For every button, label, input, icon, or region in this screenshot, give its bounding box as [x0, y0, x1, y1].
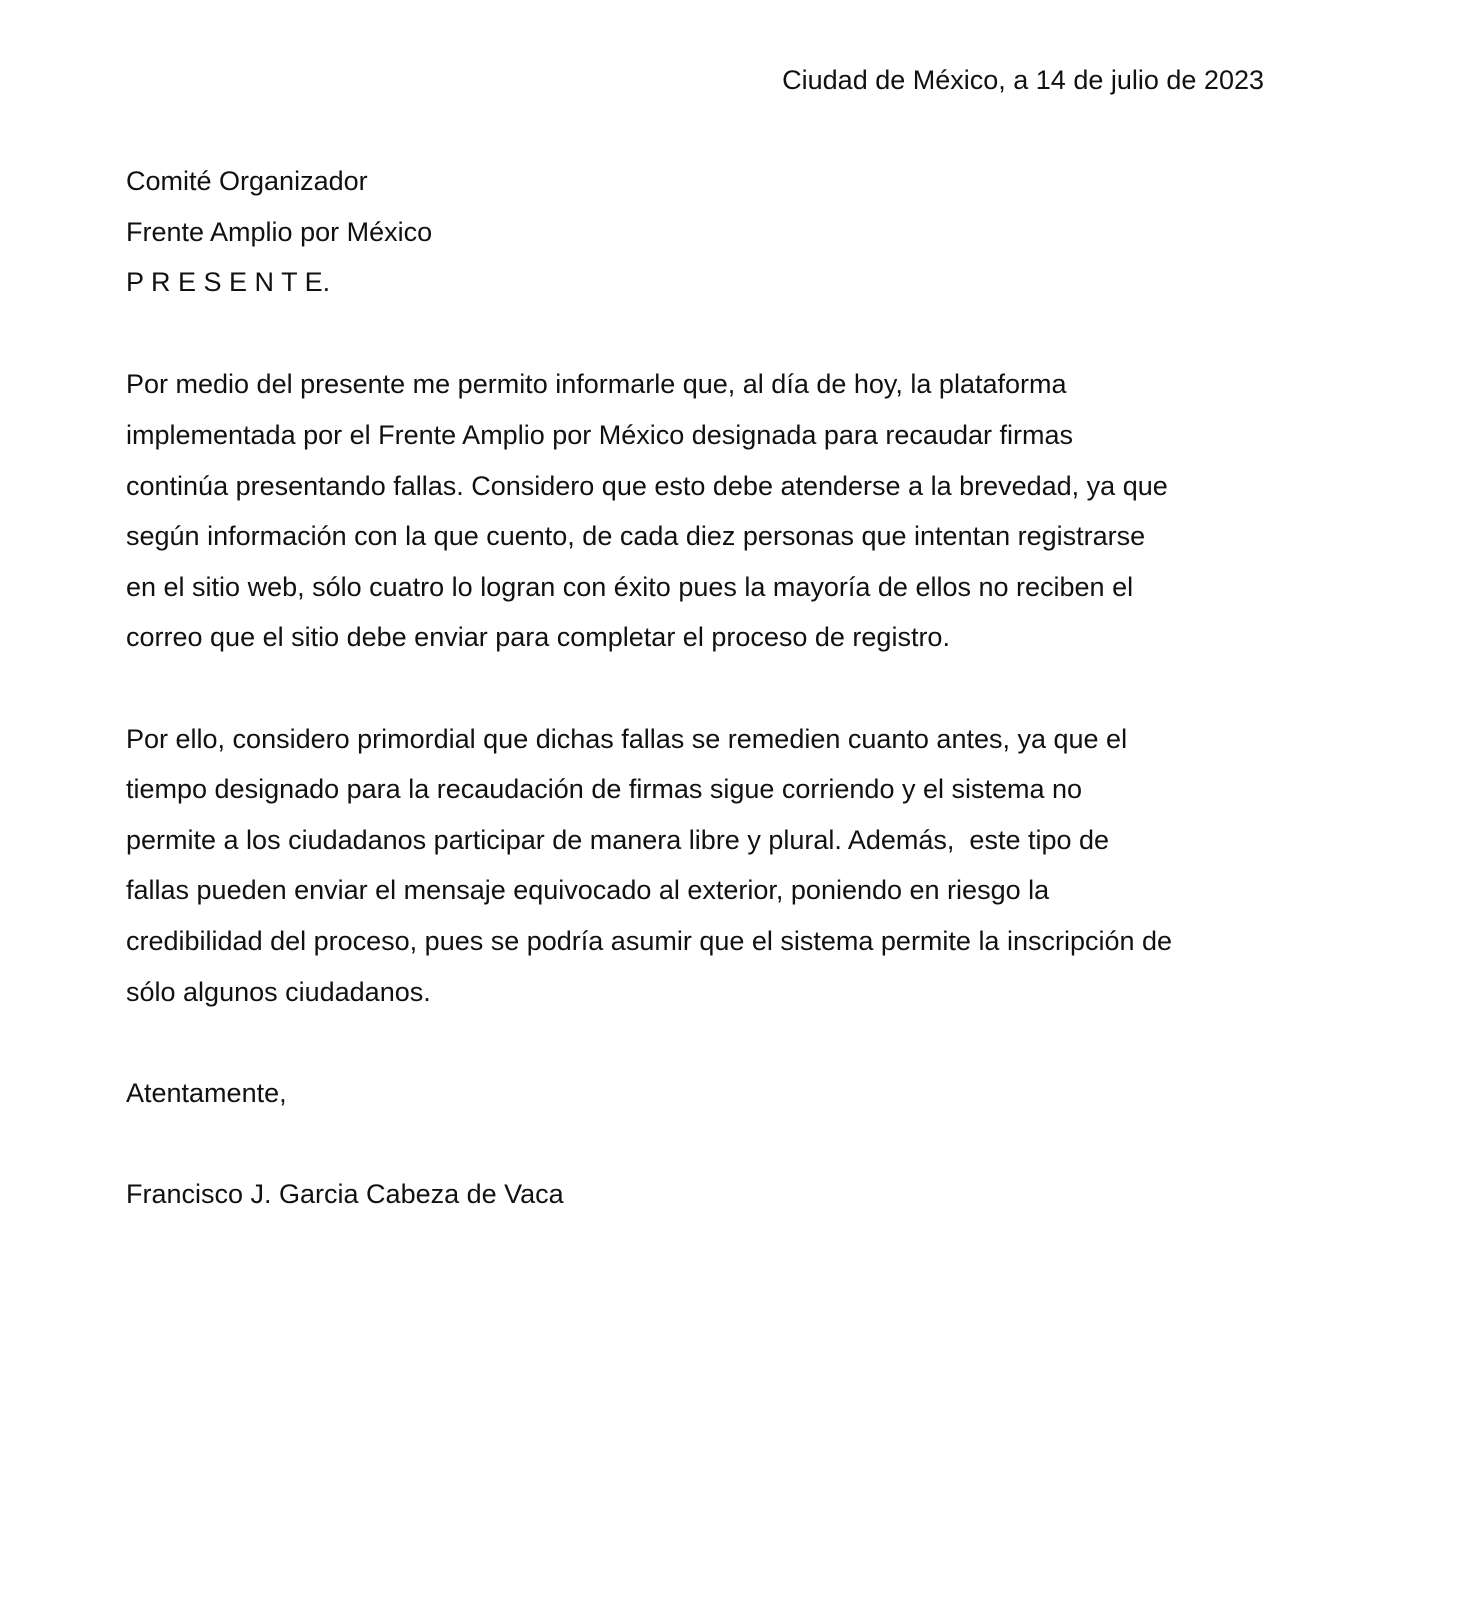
recipient-line-3: P R E S E N T E. — [126, 267, 331, 297]
paragraph-line: Por ello, considero primordial que dichas fallas se remedien cuanto antes, ya que el — [126, 724, 1128, 754]
paragraph-line: Por medio del presente me permito informarle que, al día de hoy, la plataforma — [126, 369, 1067, 399]
paragraph-line: fallas pueden enviar el mensaje equivocado al exterior, poniendo en riesgo la — [126, 875, 1050, 905]
recipient-line-1: Comité Organizador — [126, 166, 368, 196]
date-line: Ciudad de México, a 14 de julio de 2023 — [782, 65, 1264, 95]
closing: Atentamente, — [126, 1078, 287, 1108]
paragraph-line: credibilidad del proceso, pues se podría asumir que el sistema permite la inscripción de — [126, 926, 1173, 956]
paragraph-line: según información con la que cuento, de cada diez personas que intentan registrarse — [126, 521, 1146, 551]
paragraph-line: permite a los ciudadanos participar de manera libre y plural. Además, este tipo de — [126, 825, 1110, 855]
paragraph-line: en el sitio web, sólo cuatro lo logran con éxito pues la mayoría de ellos no reciben el — [126, 572, 1134, 602]
paragraph-line: implementada por el Frente Amplio por México designada para recaudar firmas — [126, 420, 1073, 450]
paragraph-line: sólo algunos ciudadanos. — [126, 977, 431, 1007]
paragraph-line: continúa presentando fallas. Considero que esto debe atenderse a la brevedad, ya que — [126, 471, 1168, 501]
paragraph-line: tiempo designado para la recaudación de firmas sigue corriendo y el sistema no — [126, 774, 1083, 804]
recipient-line-2: Frente Amplio por México — [126, 217, 433, 247]
signature-name: Francisco J. Garcia Cabeza de Vaca — [126, 1179, 564, 1209]
paragraph-line: correo que el sitio debe enviar para completar el proceso de registro. — [126, 622, 950, 652]
